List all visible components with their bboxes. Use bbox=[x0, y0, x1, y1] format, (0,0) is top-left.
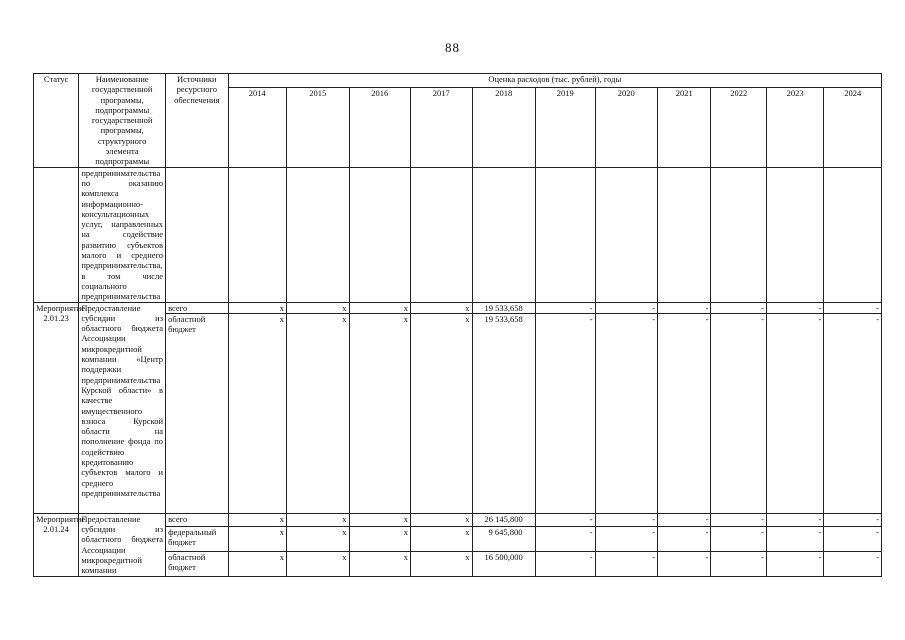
value-cell: - bbox=[711, 302, 766, 313]
value-cell: x bbox=[228, 513, 286, 526]
value-cell: x bbox=[228, 551, 286, 576]
value-cell: x bbox=[411, 313, 473, 513]
value-cell: - bbox=[595, 302, 658, 313]
value-cell: x bbox=[349, 551, 411, 576]
value-cell: x bbox=[287, 513, 350, 526]
value-cell: 19 533,658 bbox=[472, 313, 536, 513]
header-year: 2021 bbox=[658, 87, 711, 167]
measure-name: Предоставление субсидии из областного бюджета Ассоциации микрокредитной компании «Центр поддержки предпринимательства Курской области» в качестве имущественного взноса Курской области на пополнение фонда по содействию кредитованию субъектов малого и среднего предпринимательства bbox=[79, 302, 166, 513]
value-cell: x bbox=[228, 302, 286, 313]
value-cell: - bbox=[711, 551, 766, 576]
value-cell: - bbox=[658, 526, 711, 551]
measure-status: Мероприятие 2.01.23 bbox=[34, 302, 79, 513]
value-cell: - bbox=[824, 302, 882, 313]
header-year: 2017 bbox=[411, 87, 473, 167]
status-cell bbox=[34, 167, 79, 302]
table-row bbox=[34, 302, 882, 313]
value-cell: - bbox=[766, 526, 823, 551]
value-cell: 19 533,658 bbox=[472, 302, 536, 313]
value-cell: x bbox=[228, 526, 286, 551]
header-year: 2020 bbox=[595, 87, 658, 167]
value-cell: x bbox=[411, 526, 473, 551]
value-cell: - bbox=[536, 302, 595, 313]
measure-name: предпринимательства по оказанию комплекса информационно-консультационных услуг, направленных на содействие развитию субъектов малого и среднего предпринимательства, в том числе социального предпринимательства bbox=[79, 167, 166, 302]
value-cell: - bbox=[595, 526, 658, 551]
header-status: Статус bbox=[34, 74, 79, 168]
value-cell: - bbox=[658, 513, 711, 526]
value-cell: x bbox=[349, 513, 411, 526]
value-cell: - bbox=[824, 313, 882, 513]
header-year: 2022 bbox=[711, 87, 766, 167]
value-cell: 9 645,800 bbox=[472, 526, 536, 551]
value-cell: x bbox=[287, 551, 350, 576]
funding-source: областной бюджет bbox=[166, 551, 229, 576]
funding-source: всего bbox=[166, 302, 229, 313]
budget-table bbox=[33, 73, 882, 577]
table-row bbox=[34, 167, 882, 302]
header-name: Наименование государственной программы, подпрограммы государственной программы, структурного элемента подпрограммы bbox=[79, 74, 166, 168]
header-year: 2023 bbox=[766, 87, 823, 167]
value-cell: x bbox=[287, 313, 350, 513]
funding-source: федеральный бюджет bbox=[166, 526, 229, 551]
value-cell: - bbox=[766, 302, 823, 313]
measure-name: Предоставление субсидии из областного бюджета Ассоциации микрокредитной компании bbox=[79, 513, 166, 576]
value-cell: - bbox=[536, 513, 595, 526]
funding-source: областной бюджет bbox=[166, 313, 229, 513]
header-year: 2015 bbox=[287, 87, 350, 167]
value-cell: - bbox=[766, 513, 823, 526]
value-cell: x bbox=[411, 551, 473, 576]
page-number: 88 bbox=[445, 40, 460, 55]
value-cell: x bbox=[228, 313, 286, 513]
value-cell: x bbox=[287, 302, 350, 313]
value-cell: - bbox=[824, 513, 882, 526]
header-sources: Источники ресурсного обеспечения bbox=[166, 74, 229, 168]
header-estimate: Оценка расходов (тыс. рублей), годы bbox=[228, 74, 881, 88]
table-header bbox=[34, 74, 882, 168]
value-cell: x bbox=[349, 526, 411, 551]
value-cell: - bbox=[658, 313, 711, 513]
value-cell: - bbox=[595, 513, 658, 526]
value-cell: - bbox=[824, 551, 882, 576]
value-cell: - bbox=[595, 313, 658, 513]
value-cell: 26 145,800 bbox=[472, 513, 536, 526]
value-cell: - bbox=[595, 551, 658, 576]
funding-source: всего bbox=[166, 513, 229, 526]
value-cell: - bbox=[824, 526, 882, 551]
value-cell: x bbox=[287, 526, 350, 551]
measure-status: Мероприятие 2.01.24 bbox=[34, 513, 79, 576]
value-cell: - bbox=[766, 313, 823, 513]
value-cell: - bbox=[766, 551, 823, 576]
value-cell: - bbox=[711, 526, 766, 551]
value-cell: x bbox=[411, 302, 473, 313]
value-cell: - bbox=[536, 313, 595, 513]
table-row bbox=[34, 513, 882, 526]
header-year: 2019 bbox=[536, 87, 595, 167]
value-cell: x bbox=[349, 302, 411, 313]
value-cell: - bbox=[658, 551, 711, 576]
header-year: 2014 bbox=[228, 87, 286, 167]
header-year: 2018 bbox=[472, 87, 536, 167]
header-year: 2024 bbox=[824, 87, 882, 167]
value-cell: - bbox=[711, 313, 766, 513]
value-cell: x bbox=[411, 513, 473, 526]
value-cell: x bbox=[349, 313, 411, 513]
source-cell bbox=[166, 167, 229, 302]
value-cell: 16 500,000 bbox=[472, 551, 536, 576]
value-cell: - bbox=[658, 302, 711, 313]
value-cell: - bbox=[711, 513, 766, 526]
header-year: 2016 bbox=[349, 87, 411, 167]
value-cell: - bbox=[536, 551, 595, 576]
value-cell: - bbox=[536, 526, 595, 551]
